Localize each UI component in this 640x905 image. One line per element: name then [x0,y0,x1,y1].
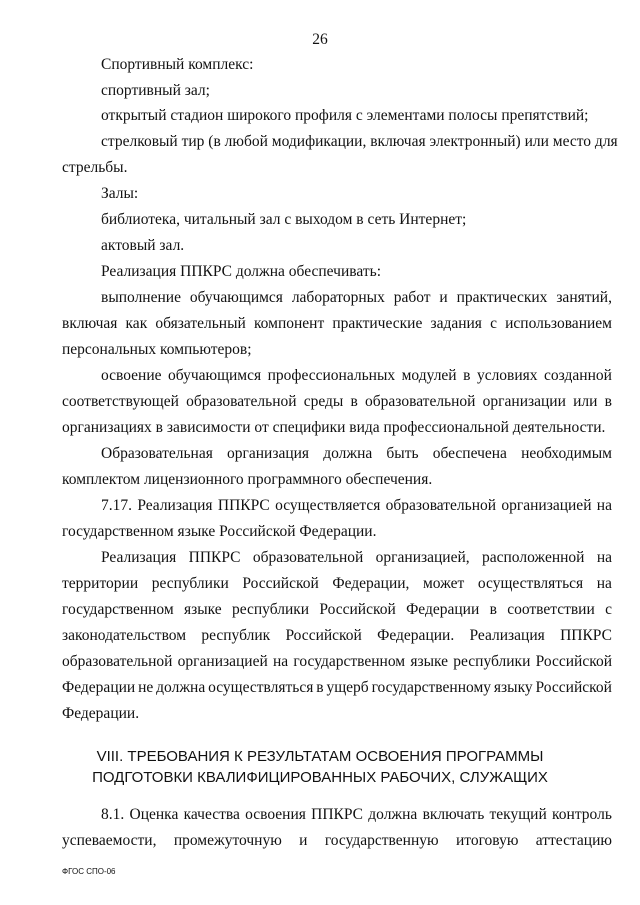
word: ППКРС [217,497,270,514]
text-span: открытый стадион широкого профиля с элементами полосы препятствий; [101,107,589,124]
justified-line [62,679,612,697]
word: на [596,497,612,514]
word: и [299,832,308,849]
word: должна [368,806,418,823]
text-span: государственном языке Российской Федерации. [62,523,377,540]
word: образовательной [186,393,297,410]
word: государственном [62,601,174,618]
word: 8.1. [101,806,125,823]
justified-line [101,367,612,385]
word: республик [201,627,271,644]
word: лабораторных [291,289,385,306]
word: в [350,393,358,410]
section-heading [0,748,640,766]
word: ППКРС [311,806,364,823]
word: занятий, [556,289,612,306]
word: включать [422,806,485,823]
word: в [463,367,471,384]
word: на [596,549,612,566]
word: качества [183,806,240,823]
text-span: Федерации. [62,705,140,722]
text-span: Залы: [101,185,139,202]
word: ППКРС [560,627,612,644]
word: Российской [535,679,612,696]
word: выполнение [101,289,181,306]
word: расположенной [481,549,585,566]
heading-line: VIII. ТРЕБОВАНИЯ К РЕЗУЛЬТАТАМ ОСВОЕНИЯ ПРОГРАММЫ [96,748,544,765]
word: обучающимся [189,289,283,306]
footer-label: ФГОС СПО-06 [62,867,116,876]
word: государственную [324,832,439,849]
word: созданной [544,367,612,384]
justified-line [62,393,612,411]
justified-line [62,315,612,333]
word: быть [386,445,419,462]
word: территории [62,575,139,592]
word: Российской [535,653,612,670]
word: текущий [489,806,547,823]
word: обязательный [155,315,246,332]
word: государственному [371,679,492,696]
word: Федерации [406,601,480,618]
word: контроль [552,806,612,823]
text-span: стрелковый тир (в любой модификации, включая электронный) или место для [101,133,618,150]
word: практические [332,315,423,332]
word: образовательной [385,497,497,514]
text-span: персональных компьютеров; [62,341,252,358]
word: Оценка [129,806,179,823]
word: аттестацию [535,832,612,849]
text-span: комплектом лицензионного программного обеспечения. [62,471,433,488]
justified-line [62,627,612,645]
word: осуществляется [275,497,381,514]
word: Образовательная [101,445,213,462]
word: осуществляться [477,575,584,592]
word: включая [62,315,118,332]
word: в [604,393,612,410]
word: условиях [476,367,538,384]
word: на [273,653,289,670]
word: Федерации, [332,575,410,592]
text-span: актовый зал. [101,237,185,254]
word: на [596,575,612,592]
word: осуществляться [208,679,314,696]
word: компонент [253,315,325,332]
word: организации [482,393,566,410]
word: соответствующей [62,393,179,410]
word: использованием [505,315,612,332]
heading-line: ПОДГОТОВКИ КВАЛИФИЦИРОВАННЫХ РАБОЧИХ, СЛУЖАЩИХ [92,769,548,786]
text-span: Реализация ППКРС должна обеспечивать: [101,263,381,280]
word: освоения [245,806,306,823]
word: языке [410,653,449,670]
word: республики [453,653,531,670]
word: работ [393,289,431,306]
word: не [138,679,154,696]
word: ущерб [326,679,369,696]
justified-line [101,497,612,515]
word: модулей [401,367,457,384]
word: языке [183,601,222,618]
justified-line [62,832,612,850]
word: республики [151,575,229,592]
word: или [573,393,598,410]
justified-line [62,575,612,593]
word: обеспечена [432,445,507,462]
word: в [489,601,497,618]
word: итоговую [455,832,519,849]
page-number [0,31,640,49]
word: Российской [319,601,396,618]
word: организация [227,445,310,462]
word: языку [493,679,533,696]
word: Реализация [101,549,177,566]
justified-line [101,445,612,463]
justified-line [101,806,612,824]
word: необходимым [521,445,612,462]
word: организацией [177,653,268,670]
justified-line [62,653,612,671]
word: с [490,315,497,332]
word: республики [231,601,310,618]
word: государственном [293,653,406,670]
word: соответствии [507,601,595,618]
word: организацией, [375,549,470,566]
word: 7.17. [101,497,132,514]
word: промежуточную [173,832,282,849]
word: образовательной [252,549,364,566]
word: Федерации. [377,627,455,644]
word: организацией [501,497,592,514]
justified-line [101,289,612,307]
word: обучающимся [168,367,262,384]
section-heading [0,769,640,787]
word: освоение [101,367,162,384]
word: должна [323,445,373,462]
word: успеваемости, [62,832,157,849]
word: Реализация [137,497,213,514]
word: Реализация [469,627,545,644]
word: Российской [242,575,319,592]
word: должна [156,679,206,696]
page-number-text: 26 [312,31,328,48]
word: в [316,679,324,696]
justified-line [101,549,612,567]
word: образовательной [62,653,173,670]
text-span: Спортивный комплекс: [101,56,254,73]
word: среды [303,393,344,410]
text-span: спортивный зал; [101,82,210,99]
text-span: организациях в зависимости от специфики вида профессиональной деятельности. [62,419,606,436]
word: практических [456,289,548,306]
word: профессиональных [267,367,396,384]
text-span: библиотека, читальный зал с выходом в сеть Интернет; [101,211,467,228]
word: Российской [285,627,362,644]
text-span: стрельбы. [62,159,128,176]
word: задания [430,315,482,332]
word: может [422,575,465,592]
word: образовательной [365,393,476,410]
word: ППКРС [188,549,241,566]
word: и [439,289,448,306]
word: законодательством [62,627,187,644]
word: Федерации [62,679,136,696]
word: как [125,315,148,332]
word: с [605,601,612,618]
justified-line [62,601,612,619]
